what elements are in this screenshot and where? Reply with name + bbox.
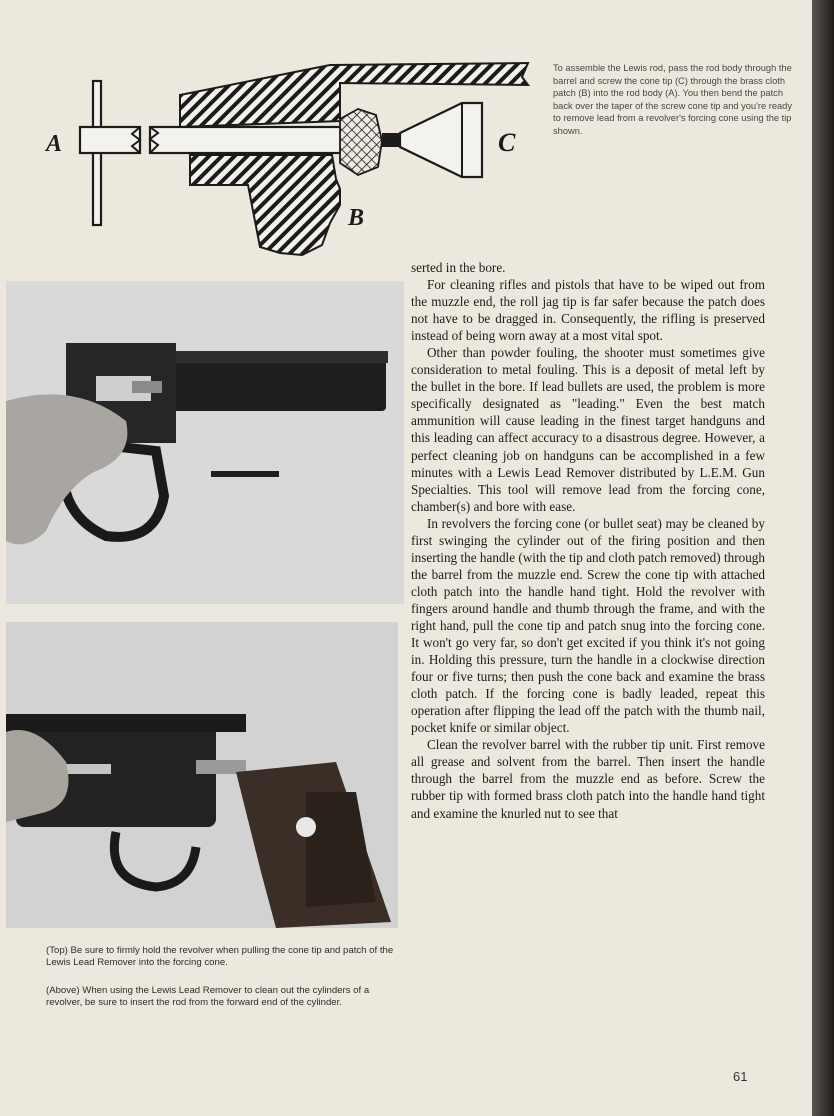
rod-handle: [211, 471, 279, 477]
photo-revolver-cylinder: [6, 622, 398, 928]
grip-medallion: [296, 817, 316, 837]
revolver-rib: [166, 351, 388, 363]
label-c: C: [498, 128, 516, 157]
cloth-patch: [340, 109, 382, 175]
book-spine-shadow: [812, 0, 834, 1116]
handle-shaft: [80, 127, 140, 153]
paragraph: In revolvers the forcing cone (or bullet seat) may be cleaned by first swinging the cylinder out of the firing position and then inserting the handle (with the tip and cloth patch removed) through the barrel from the muzzle end. Screw the cone tip with attached cloth patch into the handle hand tight. Hold the revolver with fingers around handle and thumb through the frame, and with the right hand, pull the cone tip and patch snug into the forcing cone. It won't go very far, so don't get excited if you think it's not going in. Holding this pressure, turn the handle in a clockwise direction four or five turns; then push the cone back and examine the brass cloth patch. If the forcing cone is badly leaded, repeat this operation after flipping the lead off the patch with the thumb nail, pocket knife or similar object.: [411, 515, 765, 736]
revolver-barrel: [156, 359, 386, 411]
frame-lower-wall: [190, 155, 340, 255]
photo-captions: [46, 945, 396, 1025]
page-number: 61: [733, 1069, 748, 1084]
paragraph-continuation: serted in the bore.: [411, 260, 506, 275]
paragraph: For cleaning rifles and pistols that have to be wiped out from the muzzle end, the roll jag tip is far safer because the patch does not have to be dragged in. Consequently, the rifling is preserved instead of being worn away at a most vital spot.: [411, 277, 765, 344]
cone-tip: [400, 103, 482, 177]
caption-top: (Top) Be sure to firmly hold the revolver when pulling the cone tip and patch of the Lewis Lead Remover into the forcing cone.: [46, 945, 394, 969]
rod-body: [150, 127, 350, 153]
diagram-caption: To assemble the Lewis rod, pass the rod body through the barrel and screw the cone tip (C) through the brass cloth patch (B) into the rod body (A). You then bend the patch back over the taper of the screw cone tip and you're ready to remove lead from a revolver's forcing cone using the tip shown.: [553, 63, 792, 136]
revolver-top-strap: [6, 714, 246, 732]
paragraph: Other than powder fouling, the shooter must sometimes give consideration to metal fouling. This is a deposit of metal left by the bullet in the bore. If lead bullets are used, the problem is more specifically designated as "leading." Even the best match ammunition will cause leading in the finest target handguns and this leading can affect accuracy to a disastrous degree. However, a perfect cleaning job on handguns can be accomplished in a few minutes with a Lewis Lead Remover distributed by L.E.M. Gun Specialties. This tool will remove lead from the forcing cone, chamber(s) and bore with ease.: [411, 345, 765, 514]
paragraph: Clean the revolver barrel with the rubber tip unit. First remove all grease and solvent from the barrel. Then insert the handle through the barrel from the muzzle end as before. Screw the rubber tip with formed brass cloth patch into the handle hand tight and examine the knurled nut to see that: [411, 737, 765, 821]
article-body: [411, 259, 765, 822]
cone-tip-stem: [382, 133, 400, 147]
lewis-rod-diagram: [40, 55, 550, 260]
caption-bottom: (Above) When using the Lewis Lead Remover to clean out the cylinders of a revolver, be sure to insert the rod from the forward end of the cylinder.: [46, 985, 370, 1009]
rod-tip: [132, 381, 162, 393]
photo-revolver-forcing-cone: [6, 281, 404, 604]
label-b: B: [348, 205, 365, 231]
label-a: A: [46, 131, 63, 157]
